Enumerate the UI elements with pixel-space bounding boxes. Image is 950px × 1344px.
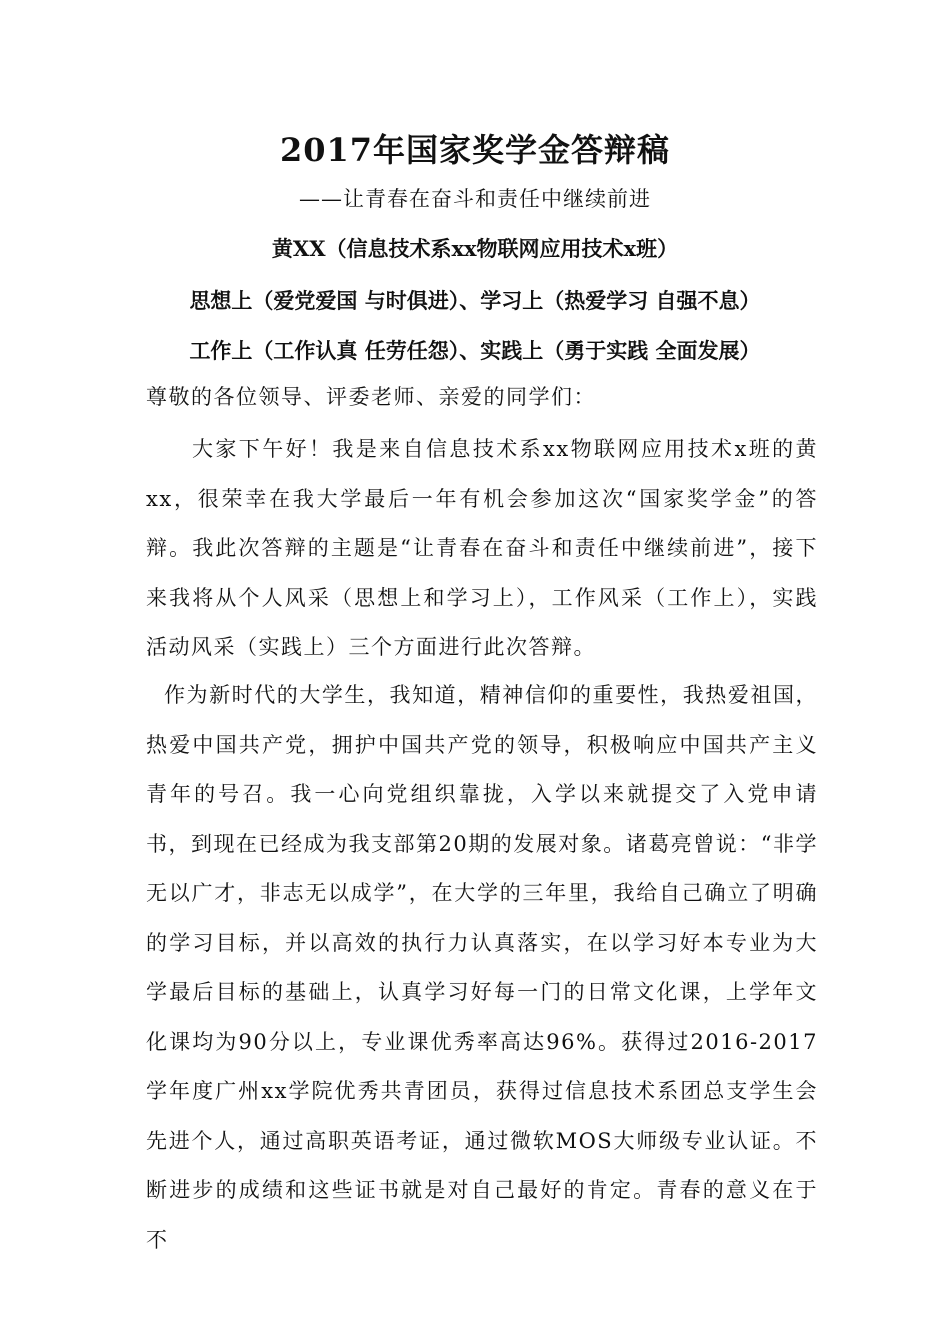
- aspects-line-1: 思想上（爱党爱国 与时俱进）、学习上（热爱学习 自强不息）: [189, 288, 761, 313]
- greeting: 尊敬的各位领导、评委老师、亲爱的同学们：: [146, 385, 596, 409]
- document-title: 2017年国家奖学金答辩稿: [279, 131, 671, 169]
- document-subtitle: ——让青春在奋斗和责任中继续前进: [299, 187, 651, 211]
- paragraph-2: 作为新时代的大学生，我知道，精神信仰的重要性，我热爱祖国，热爱中国共产党，拥护中国共产党的领导，积极响应中国共产主义青年的号召。我一心向党组织靠拢，入学以来就提交了入党申请书，到现在已经成为我支部第20期的发展对象。诸葛亮曾说：“非学无以广才，非志无以成学”，在大学的三年里，我给自己确立了明确的学习目标，并以高效的执行力认真落实，在以学习好本专业为大学最后目标的基础上，认真学习好每一门的日常文化课，上学年文化课均为90分以上，专业课优秀率高达96%。获得过2016-2017学年度广州xx学院优秀共青团员，获得过信息技术系团总支学生会先进个人，通过高职英语考证，通过微软MOS大师级专业认证。不断进步的成绩和这些证书就是对自己最好的肯定。青春的意义在于不: [146, 683, 818, 1252]
- author-line: 黄XX（信息技术系xx物联网应用技术x班）: [271, 236, 679, 261]
- paragraph-1: 大家下午好！我是来自信息技术系xx物联网应用技术x班的黄xx，很荣幸在我大学最后一年有机会参加这次“国家奖学金”的答辩。我此次答辩的主题是“让青春在奋斗和责任中继续前进”，接下来我将从个人风采（思想上和学习上），工作风采（工作上），实践活动风采（实践上）三个方面进行此次答辩。: [146, 437, 818, 659]
- aspects-line-2: 工作上（工作认真 任劳任怨）、实践上（勇于实践 全面发展）: [189, 338, 761, 363]
